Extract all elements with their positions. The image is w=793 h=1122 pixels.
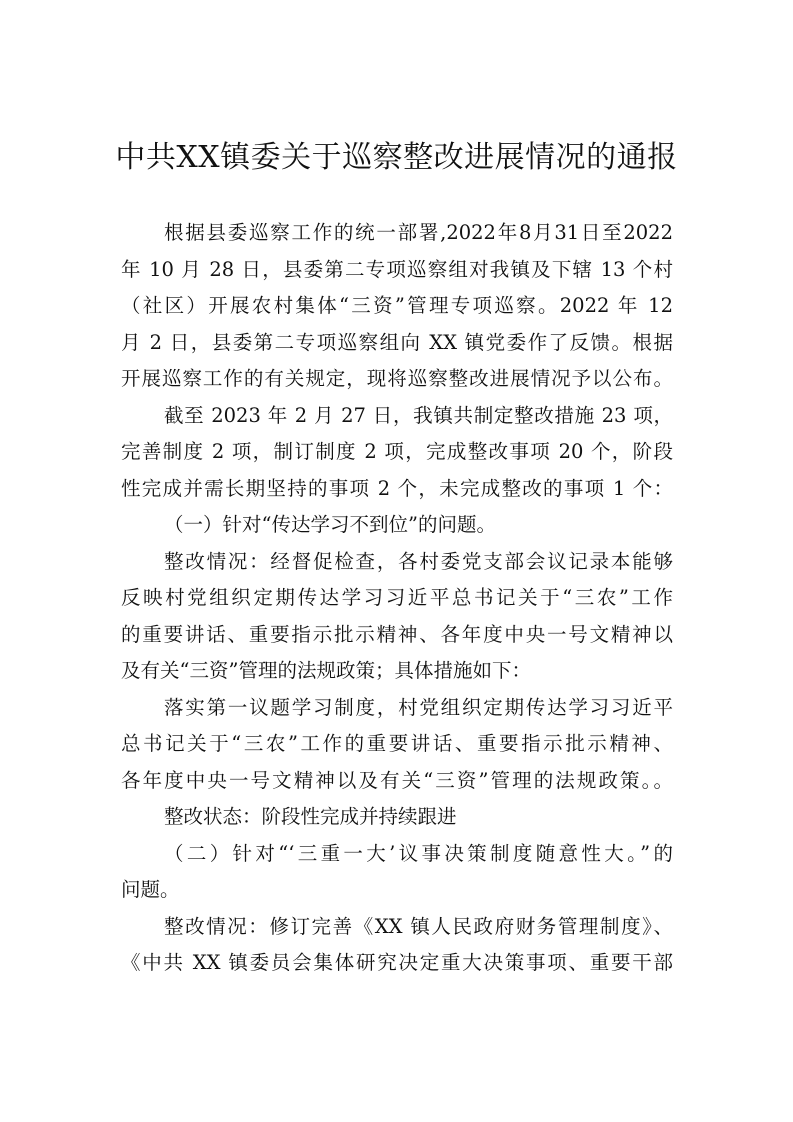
text-line: 的重要讲话、重要指示批示精神、各年度中央一号文精神以 [121, 622, 673, 646]
text-line: 性完成并需长期坚持的事项 2 个，未完成整改的事项 1 个： [121, 476, 673, 500]
document-title: 中共XX镇委关于巡察整改进展情况的通报 [115, 140, 678, 175]
paragraph [121, 544, 673, 690]
text-line: 总书记关于“三农”工作的重要讲话、重要指示批示精神、 [121, 732, 673, 755]
text-line: 落实第一议题学习制度，村党组织定期传达学习习近平 [164, 695, 673, 719]
document-body [121, 215, 673, 982]
text-line: 年 10 月 28 日，县委第二专项巡察组对我镇及下辖 13 个村 [121, 257, 673, 281]
text-line: 各年度中央一号文精神以及有关“三资”管理的法规政策。。 [121, 768, 673, 792]
text-line: （二）针对“‘三重一大’议事决策制度随意性大。”的 [164, 841, 673, 865]
paragraph [121, 507, 673, 544]
text-line: 截至 2023 年 2 月 27 日，我镇共制定整改措施 23 项， [164, 403, 673, 427]
paragraph [121, 836, 673, 909]
paragraph [121, 215, 673, 398]
text-line: 完善制度 2 项，制订制度 2 项，完成整改事项 20 个，阶段 [121, 440, 673, 463]
paragraph [121, 398, 673, 508]
paragraph [121, 799, 673, 836]
text-line: 问题。 [121, 878, 180, 901]
paragraph [121, 909, 673, 982]
text-line: 整改情况：经督促检查，各村委党支部会议记录本能够 [164, 549, 673, 573]
text-line: 及有关“三资”管理的法规政策；具体措施如下： [121, 659, 531, 682]
text-line: 根据县委巡察工作的统一部署,2022年8月31日至2022 [164, 221, 673, 244]
text-line: 《中共 XX 镇委员会集体研究决定重大决策事项、重要干部 [121, 951, 673, 974]
text-line: （社区）开展农村集体“三资”管理专项巡察。2022 年 12 [121, 294, 673, 317]
text-line: 整改状态：阶段性完成并持续跟进 [164, 805, 457, 828]
text-line: 整改情况：修订完善《XX 镇人民政府财务管理制度》、 [164, 914, 673, 938]
text-line: 月 2 日，县委第二专项巡察组向 XX 镇党委作了反馈。根据 [121, 330, 673, 354]
paragraph [121, 690, 673, 800]
text-line: （一）针对“传达学习不到位”的问题。 [164, 513, 496, 536]
text-line: 反映村党组织定期传达学习习近平总书记关于“三农”工作 [121, 586, 673, 609]
text-line: 开展巡察工作的有关规定，现将巡察整改进展情况予以公布。 [121, 367, 673, 390]
